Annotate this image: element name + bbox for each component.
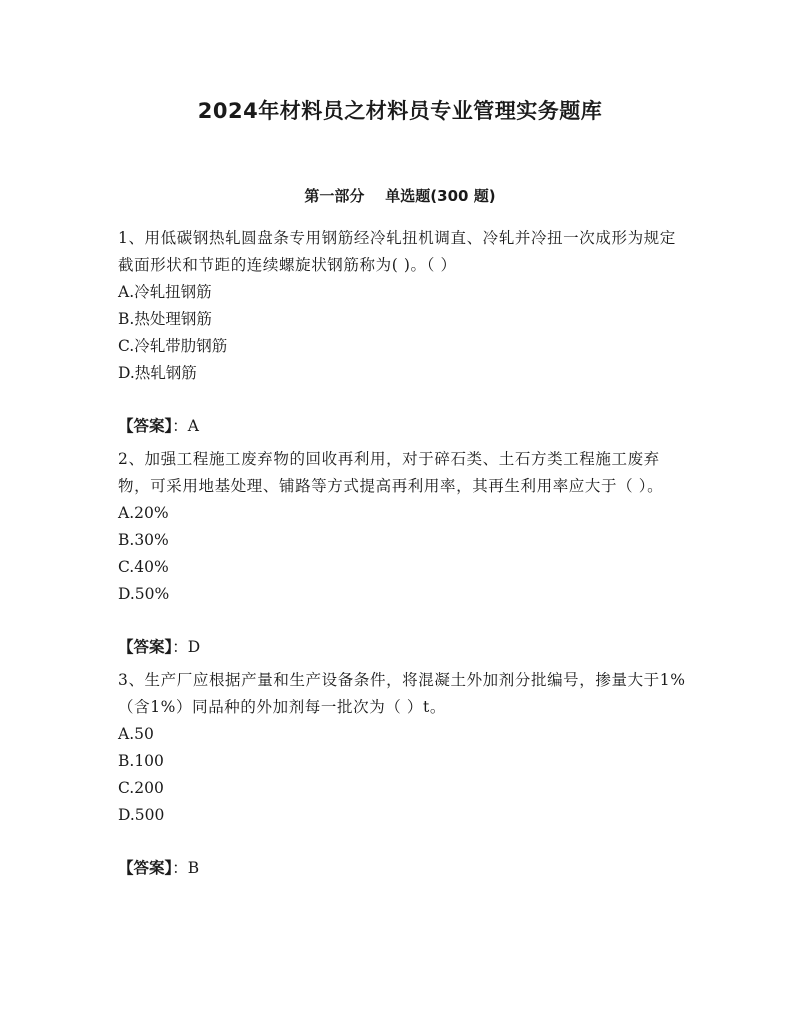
- document-title: 2024年材料员之材料员专业管理实务题库: [197, 99, 603, 123]
- option-a: A.50: [118, 725, 154, 743]
- answer-value: ：B: [172, 859, 200, 877]
- answer-value: ：A: [172, 417, 199, 435]
- question-3-answer: [118, 854, 688, 882]
- answer-label: 【答案】: [118, 416, 173, 435]
- question-1-options: [118, 279, 688, 387]
- question-3: [118, 667, 688, 882]
- question-1-text: 1、用低碳钢热轧圆盘条专用钢筋经冷轧扭机调直、冷轧并冷扭一次成形为规定截面形状和节距的连续螺旋状钢筋称为( )。（ ）: [118, 229, 676, 274]
- option-c: C.40%: [118, 558, 169, 576]
- option-a: A.20%: [118, 504, 169, 522]
- question-3-text: 3、生产厂应根据产量和生产设备条件，将混凝土外加剂分批编号，掺量大于1%（含1%）同品种的外加剂每一批次为（ ）t。: [118, 671, 686, 716]
- option-d: D.热轧钢筋: [118, 364, 197, 382]
- question-list: [118, 225, 688, 888]
- question-2-options: [118, 500, 688, 608]
- question-1: [118, 225, 688, 440]
- answer-value: ：D: [172, 638, 201, 656]
- answer-label: 【答案】: [118, 858, 173, 877]
- answer-label: 【答案】: [118, 637, 173, 656]
- option-d: D.500: [118, 806, 165, 824]
- option-c: C.200: [118, 779, 164, 797]
- option-b: B.100: [118, 752, 164, 770]
- question-2-answer: [118, 633, 688, 661]
- question-3-options: [118, 721, 688, 829]
- option-c: C.冷轧带肋钢筋: [118, 337, 228, 355]
- option-d: D.50%: [118, 585, 170, 603]
- question-1-answer: [118, 412, 688, 440]
- section-title: 第一部分 单选题(300 题): [304, 187, 496, 205]
- option-b: B.30%: [118, 531, 169, 549]
- option-b: B.热处理钢筋: [118, 310, 212, 328]
- option-a: A.冷轧扭钢筋: [118, 283, 212, 301]
- question-2: [118, 446, 688, 661]
- question-2-text: 2、加强工程施工废弃物的回收再利用，对于碎石类、土石方类工程施工废弃物，可采用地基处理、铺路等方式提高再利用率，其再生利用率应大于（ ）。: [118, 450, 664, 495]
